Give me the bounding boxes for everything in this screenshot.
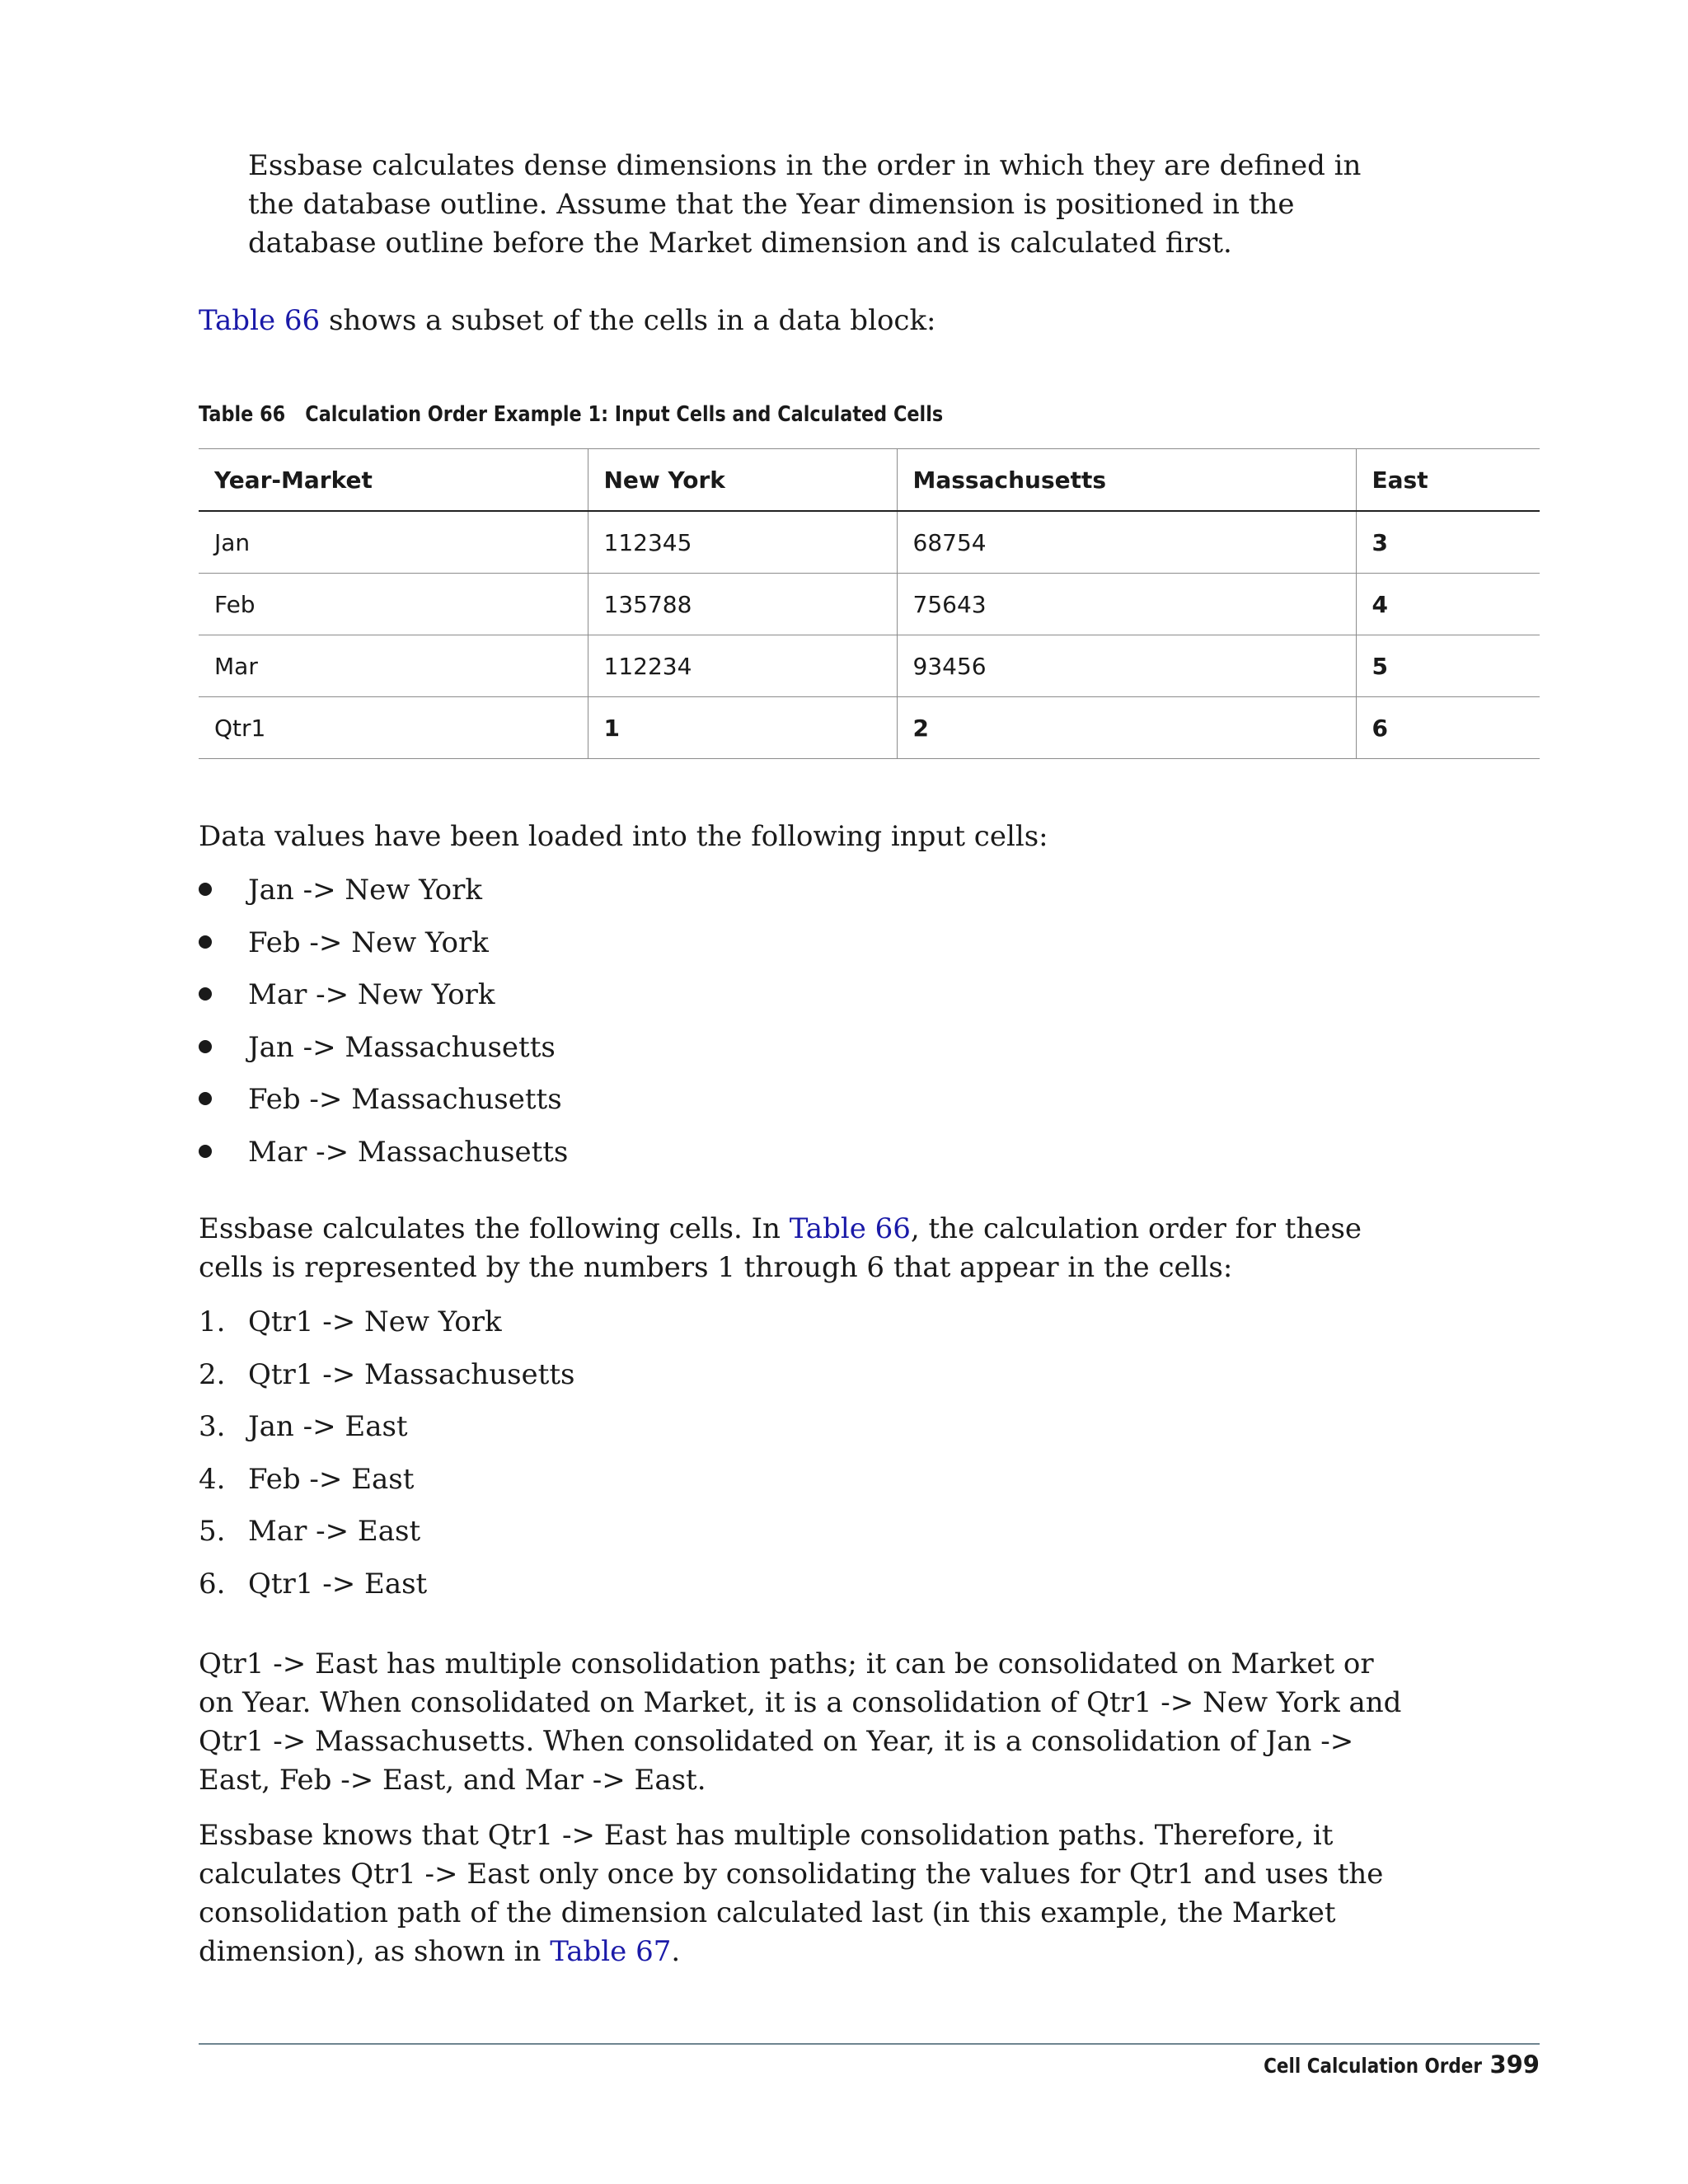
table-caption-text: Calculation Order Example 1: Input Cells and Calculated Cells — [305, 402, 944, 427]
list-number: 1. — [199, 1305, 226, 1338]
list-number: 5. — [199, 1515, 226, 1548]
column-header-year-market: Year-Market — [199, 449, 588, 512]
list-item-text: Qtr1 -> Massachusetts — [248, 1357, 575, 1391]
table-row — [199, 574, 1540, 635]
calc-intro-before: Essbase calculates the following cells. In — [199, 1212, 790, 1245]
calculated-cell: 2 — [897, 697, 1356, 759]
consolidation-paragraph: Qtr1 -> East has multiple consolidation paths; it can be consolidated on Market or on Year. When consolidated on Market, it is a consolidation of Qtr1 -> New York and Qtr1 -> Massachusetts. When consolidated on Year, it is a consolidation of Jan -> East, Feb -> East, and Mar -> East. — [199, 1647, 1402, 1797]
table-cell: Feb — [199, 574, 588, 635]
list-item — [199, 1460, 574, 1513]
intro-paragraph: Essbase calculates dense dimensions in the order in which they are defined in the database outline. Assume that the Year dimension is positioned in the database outline before the Market dimension and is calculated first. — [248, 149, 1362, 260]
list-item — [199, 1408, 574, 1460]
calculation-intro-paragraph — [199, 1210, 1394, 1287]
list-item — [199, 1356, 574, 1408]
list-item-text: Feb -> Massachusetts — [248, 1083, 562, 1116]
calculated-cell: 1 — [588, 697, 897, 759]
list-item — [199, 1565, 574, 1618]
list-item — [199, 1133, 568, 1186]
table-67-link[interactable]: Table 67 — [550, 1935, 672, 1968]
list-item — [199, 1512, 574, 1565]
list-item — [199, 976, 568, 1029]
list-number: 6. — [199, 1567, 226, 1601]
table-cell: 93456 — [897, 635, 1356, 697]
list-item — [199, 1029, 568, 1081]
list-item — [199, 1080, 568, 1133]
list-item — [199, 1303, 574, 1356]
list-item-text: Mar -> New York — [248, 978, 495, 1011]
list-item — [199, 871, 568, 924]
list-item-text: Mar -> Massachusetts — [248, 1135, 569, 1169]
list-item-text: Mar -> East — [248, 1515, 421, 1548]
table-cell: 112345 — [588, 511, 897, 574]
table-row — [199, 697, 1540, 759]
table-cell: 112234 — [588, 635, 897, 697]
bullet-icon — [199, 935, 212, 949]
table-cell: 68754 — [897, 511, 1356, 574]
bullet-icon — [199, 1092, 212, 1105]
calculation-order-table — [199, 448, 1540, 759]
bullet-icon — [199, 1040, 212, 1053]
calculated-cell: 4 — [1356, 574, 1540, 635]
list-number: 3. — [199, 1410, 226, 1443]
table-reference-text: shows a subset of the cells in a data block: — [320, 304, 936, 337]
list-item — [199, 924, 568, 977]
footer-rule — [199, 2043, 1540, 2045]
consolidation-path-paragraph — [199, 1816, 1402, 1971]
knows-before: Essbase knows that Qtr1 -> East has multiple consolidation paths. Therefore, it calculates Qtr1 -> East only once by consolidating the values for Qtr1 and uses the consolidation path of the dimension calculated last (in this example, the Market dimension), as shown in — [199, 1819, 1384, 1968]
input-cells-list — [199, 871, 568, 1185]
list-number: 4. — [199, 1462, 226, 1496]
column-header-new-york: New York — [588, 449, 897, 512]
table-cell: Mar — [199, 635, 588, 697]
table-reference-paragraph — [199, 302, 1435, 340]
table-row — [199, 511, 1540, 574]
footer-section-title: Cell Calculation Order — [1263, 2054, 1482, 2078]
table-row — [199, 635, 1540, 697]
bullet-icon — [199, 883, 212, 896]
input-cells-intro: Data values have been loaded into the following input cells: — [199, 820, 1048, 853]
list-item-text: Jan -> Massachusetts — [248, 1030, 556, 1064]
calculated-cell: 6 — [1356, 697, 1540, 759]
list-item-text: Qtr1 -> New York — [248, 1305, 502, 1338]
calculation-order-list — [199, 1303, 574, 1617]
table-cell: 75643 — [897, 574, 1356, 635]
column-header-massachusetts: Massachusetts — [897, 449, 1356, 512]
table-66-link[interactable]: Table 66 — [789, 1212, 911, 1245]
list-number: 2. — [199, 1357, 226, 1391]
list-item-text: Jan -> New York — [248, 874, 482, 907]
list-item-text: Feb -> East — [248, 1462, 415, 1496]
table-caption — [199, 402, 943, 427]
bullet-icon — [199, 987, 212, 1001]
knows-after: . — [671, 1935, 681, 1968]
table-cell: 135788 — [588, 574, 897, 635]
calc-intro-after: , the calculation order for these cells is represented by the numbers 1 through 6 that appear in the cells: — [199, 1212, 1362, 1284]
page-number: 399 — [1489, 2050, 1540, 2079]
list-item-text: Jan -> East — [248, 1410, 408, 1443]
column-header-east: East — [1356, 449, 1540, 512]
table-caption-label: Table 66 — [199, 402, 286, 427]
list-item-text: Qtr1 -> East — [248, 1567, 428, 1601]
bullet-icon — [199, 1145, 212, 1158]
calculated-cell: 5 — [1356, 635, 1540, 697]
page-footer — [1228, 2050, 1540, 2079]
table-header-row — [199, 449, 1540, 512]
calculated-cell: 3 — [1356, 511, 1540, 574]
table-cell: Jan — [199, 511, 588, 574]
table-cell: Qtr1 — [199, 697, 588, 759]
list-item-text: Feb -> New York — [248, 926, 489, 959]
table-66-link[interactable]: Table 66 — [199, 304, 321, 337]
